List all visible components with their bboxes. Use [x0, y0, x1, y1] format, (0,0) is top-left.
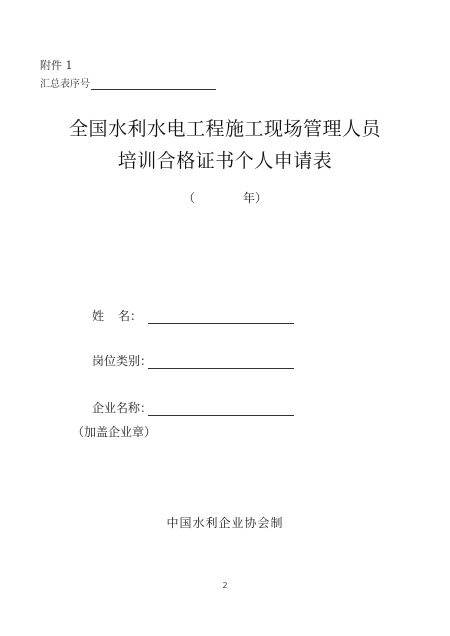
form-title-line2: 培训合格证书个人申请表	[117, 150, 333, 172]
summary-number-blank[interactable]	[91, 79, 216, 90]
issuer-line: 中国水利企业协会制	[166, 516, 284, 530]
company-name-field	[92, 399, 294, 416]
attachment-label: 附件 1	[40, 59, 73, 72]
company-seal-note: （加盖企业章）	[72, 425, 157, 439]
name-label	[92, 307, 142, 324]
year-open-paren: （	[182, 191, 195, 205]
year-suffix: 年）	[243, 191, 268, 205]
name-label-char1: 姓	[92, 309, 105, 323]
page-number: 2	[222, 581, 228, 590]
year-field	[0, 189, 450, 206]
position-category-field	[92, 352, 294, 369]
name-blank[interactable]	[148, 310, 294, 324]
summary-number-label: 汇总表序号	[40, 79, 90, 90]
company-name-label: 企业名称：	[92, 401, 153, 415]
position-category-label: 岗位类别：	[92, 354, 153, 368]
form-title-line1: 全国水利水电工程施工现场管理人员	[68, 118, 381, 140]
company-name-blank[interactable]	[148, 402, 294, 416]
name-label-char2: 名：	[117, 309, 142, 323]
name-field	[92, 307, 294, 324]
position-category-blank[interactable]	[148, 355, 294, 369]
summary-number-row	[40, 75, 216, 90]
